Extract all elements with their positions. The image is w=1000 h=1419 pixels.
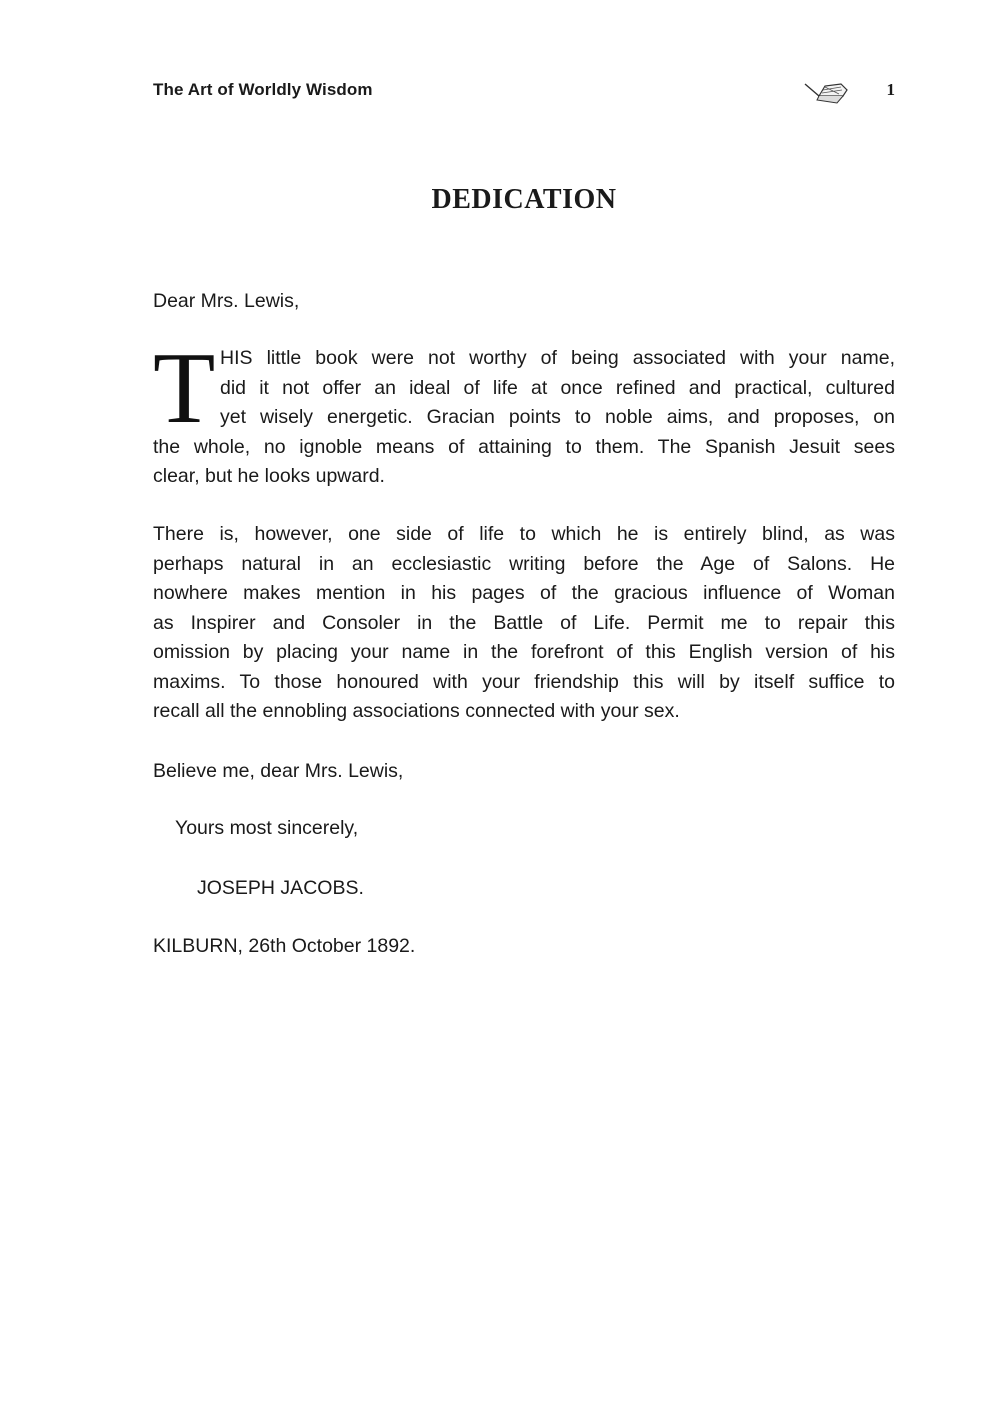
closing-line: Believe me, dear Mrs. Lewis, bbox=[153, 760, 404, 782]
paragraph-line: omission by placing your name in the forefront of this English version of his bbox=[153, 641, 895, 663]
open-book-icon bbox=[803, 78, 853, 104]
paragraph-line: recall all the ennobling associations connected with your sex. bbox=[153, 700, 680, 722]
page-number: 1 bbox=[886, 80, 895, 99]
valediction: Yours most sincerely, bbox=[175, 817, 359, 839]
paragraph-line: as Inspirer and Consoler in the Battle of Life. Permit me to repair this bbox=[153, 611, 895, 634]
paragraph-line: did it not offer an ideal of life at once refined and practical, cultured bbox=[220, 376, 895, 399]
running-header bbox=[153, 80, 895, 104]
book-title: The Art of Worldly Wisdom bbox=[153, 80, 373, 99]
signature: JOSEPH JACOBS. bbox=[197, 877, 364, 899]
paragraph-line: clear, but he looks upward. bbox=[153, 465, 385, 487]
salutation: Dear Mrs. Lewis, bbox=[153, 290, 300, 312]
paragraph-line: the whole, no ignoble means of attaining to them. The Spanish Jesuit sees bbox=[153, 435, 895, 458]
paragraph-1 bbox=[153, 332, 895, 492]
paragraph-line: HIS little book were not worthy of being associated with your name, bbox=[220, 347, 895, 369]
drop-cap: T bbox=[153, 332, 216, 445]
paragraph-line: nowhere makes mention in his pages of the gracious influence of Woman bbox=[153, 582, 895, 604]
paragraph-line: yet wisely energetic. Gracian points to noble aims, and proposes, on bbox=[220, 406, 895, 428]
paragraph-line: There is, however, one side of life to which he is entirely blind, as was bbox=[153, 523, 895, 545]
paragraph-line: perhaps natural in an ecclesiastic writing before the Age of Salons. He bbox=[153, 552, 895, 575]
paragraph-2 bbox=[153, 520, 895, 727]
place-date: KILBURN, 26th October 1892. bbox=[153, 935, 416, 957]
chapter-title: DEDICATION bbox=[431, 184, 617, 215]
paragraph-line: maxims. To those honoured with your friendship this will by itself suffice to bbox=[153, 670, 895, 693]
